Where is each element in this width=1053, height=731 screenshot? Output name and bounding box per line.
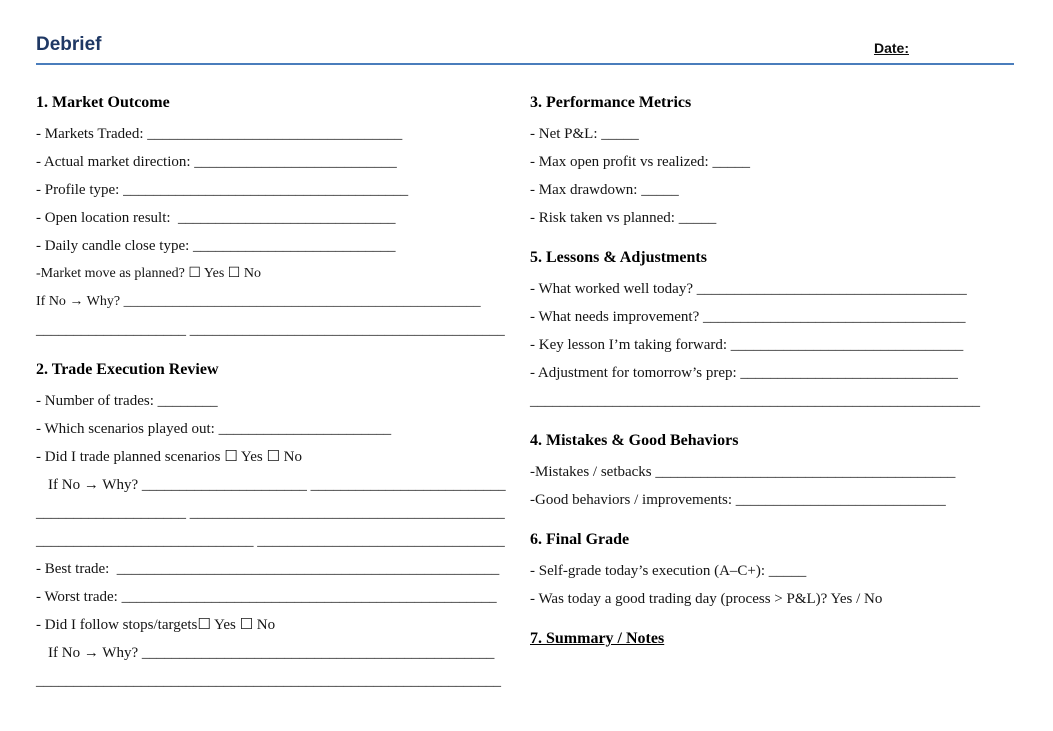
field-daily-candle-close-type: - Daily candle close type: ___________________________ — [36, 238, 396, 254]
header-divider — [36, 63, 1014, 65]
checkbox-did-i-trade-planned-scenarios: - Did I trade planned scenarios ☐ Yes ☐ No — [36, 449, 303, 465]
field-self-grade-execution: - Self-grade today’s execution (A–C+): _____ — [530, 563, 807, 579]
field-profile-type: - Profile type: ______________________________________ — [36, 182, 409, 198]
field-actual-market-direction: - Actual market direction: ___________________________ — [36, 154, 397, 170]
field-max-drawdown: - Max drawdown: _____ — [530, 182, 679, 198]
form-columns — [36, 89, 1014, 707]
checkbox-did-i-follow-stops-targets: - Did I follow stops/targets☐ Yes ☐ No — [36, 617, 276, 633]
field-max-open-profit-vs-realized: - Max open profit vs realized: _____ — [530, 154, 750, 170]
section-title: 6. Final Grade — [530, 531, 630, 548]
section-summary-notes — [530, 625, 1014, 653]
field-if-no-why: If No → Why? _______________________________________________ — [48, 645, 495, 661]
section-market-outcome — [36, 89, 510, 344]
date-field-label: Date: — [873, 40, 909, 56]
section-title: 3. Performance Metrics — [530, 94, 692, 111]
blank-line: _____________________________ _________________________________ — [36, 533, 505, 549]
field-mistakes-setbacks: -Mistakes / setbacks ________________________________________ — [530, 464, 956, 480]
page-title: Debrief — [36, 34, 102, 55]
field-if-no-why: If No → Why? ______________________ __________________________ — [48, 477, 506, 493]
field-if-no-why: If No → Why? ___________________________________________________ — [36, 294, 481, 309]
right-column — [530, 89, 1014, 707]
field-adjustment-for-tomorrows-prep: - Adjustment for tomorrow’s prep: _____________________________ — [530, 365, 958, 381]
field-key-lesson-taking-forward: - Key lesson I’m taking forward: _______________________________ — [530, 337, 964, 353]
field-markets-traded: - Markets Traded: __________________________________ — [36, 126, 403, 142]
field-net-pnl: - Net P&L: _____ — [530, 126, 639, 142]
section-trade-execution-review — [36, 356, 510, 695]
field-number-of-trades: - Number of trades: ________ — [36, 393, 218, 409]
blank-line: ______________________________________________________________ — [36, 673, 501, 689]
blank-line: ____________________ __________________________________________ — [36, 322, 505, 338]
blank-line: ____________________ __________________________________________ — [36, 505, 505, 521]
section-final-grade — [530, 526, 1014, 613]
field-worst-trade: - Worst trade: __________________________________________________ — [36, 589, 497, 605]
section-performance-metrics — [530, 89, 1014, 232]
field-best-trade: - Best trade: ___________________________________________________ — [36, 561, 500, 577]
blank-line: ____________________________________________________________ — [530, 393, 980, 409]
field-open-location-result: - Open location result: _____________________________ — [36, 210, 396, 226]
field-which-scenarios-played-out: - Which scenarios played out: _______________________ — [36, 421, 392, 437]
field-good-trading-day: - Was today a good trading day (process > P&L)? Yes / No — [530, 591, 883, 607]
field-what-needs-improvement: - What needs improvement? ___________________________________ — [530, 309, 966, 325]
section-title: 7. Summary / Notes — [530, 630, 665, 647]
checkbox-market-move-as-planned: -Market move as planned? ☐ Yes ☐ No — [36, 266, 261, 281]
section-title: 2. Trade Execution Review — [36, 361, 219, 378]
document-header — [36, 34, 1014, 56]
section-mistakes-good-behaviors — [530, 427, 1014, 514]
field-good-behaviors-improvements: -Good behaviors / improvements: ____________________________ — [530, 492, 946, 508]
section-lessons-adjustments — [530, 244, 1014, 415]
left-column — [36, 89, 510, 707]
section-title: 1. Market Outcome — [36, 94, 170, 111]
field-what-worked-well-today: - What worked well today? ____________________________________ — [530, 281, 967, 297]
field-risk-taken-vs-planned: - Risk taken vs planned: _____ — [530, 210, 717, 226]
section-title: 4. Mistakes & Good Behaviors — [530, 432, 739, 449]
section-title: 5. Lessons & Adjustments — [530, 249, 707, 266]
